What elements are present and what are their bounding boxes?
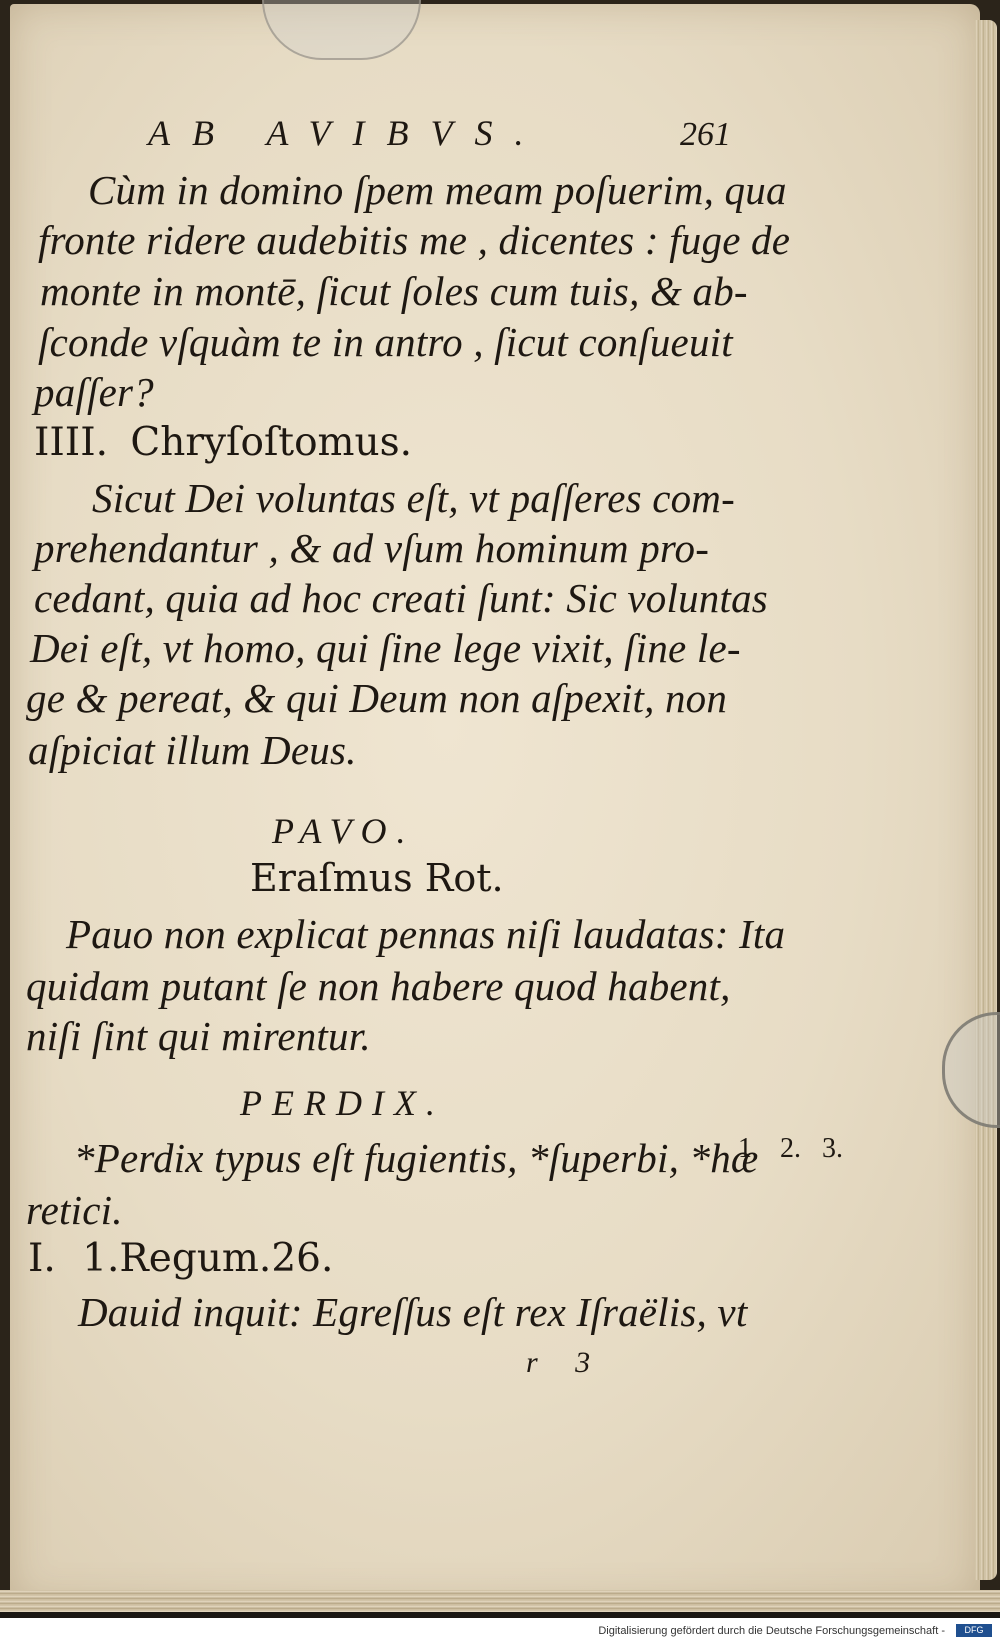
running-head: AB AVIBVS.: [148, 113, 546, 153]
text-line: ge & pereat, & qui Deum non aſpexit, non: [26, 675, 728, 721]
text-line: fronte ridere audebitis me , dicentes : fuge de: [38, 217, 791, 263]
page-number: 261: [680, 116, 731, 153]
margin-note: 1. 2. 3.: [738, 1133, 843, 1164]
text-line: prehendantur , & ad vſum hominum pro-: [34, 525, 710, 571]
text-line: *Perdix typus eſt fugientis, *ſuperbi, *hæ: [74, 1135, 759, 1181]
text-line: Pauo non explicat pennas niſi laudatas: Ita: [66, 911, 786, 957]
footer-bar: [0, 1618, 1000, 1644]
section-heading: IIII. Chryſoſtomus.: [34, 420, 413, 465]
text-line: Dei eſt, vt homo, qui ſine lege vixit, ſine le-: [30, 625, 741, 671]
text-line: cedant, quia ad hoc creati ſunt: Sic voluntas: [34, 575, 768, 621]
text-line: ſconde vſquàm te in antro , ſicut conſueuit: [38, 319, 733, 365]
text-line: aſpiciat illum Deus.: [28, 727, 357, 773]
text-line: retici.: [26, 1187, 123, 1233]
section-title-pavo: PAVO.: [272, 811, 416, 851]
text-line: Cùm in domino ſpem meam poſuerim, qua: [88, 167, 787, 213]
author-name: Eraſmus Rot.: [250, 856, 504, 900]
text-line: quidam putant ſe non habere quod habent,: [26, 963, 731, 1009]
section-heading: I. 1.Regum.26.: [28, 1236, 334, 1281]
footer-text: Digitalisierung gefördert durch die Deutsche Forschungsgemeinschaft -: [598, 1625, 945, 1637]
text-line: monte in montē, ſicut ſoles cum tuis, & ab-: [40, 268, 748, 314]
dfg-logo: DFG: [956, 1624, 992, 1637]
signature-mark: r 3: [526, 1346, 591, 1379]
section-title-perdix: PERDIX.: [240, 1083, 445, 1123]
text-line: Sicut Dei voluntas eſt, vt paſſeres com-: [92, 475, 735, 521]
text-line: paſſer?: [34, 369, 154, 415]
text-line: niſi ſint qui mirentur.: [26, 1013, 371, 1059]
text-line: Dauid inquit: Egreſſus eſt rex Iſraëlis, vt: [78, 1289, 748, 1335]
